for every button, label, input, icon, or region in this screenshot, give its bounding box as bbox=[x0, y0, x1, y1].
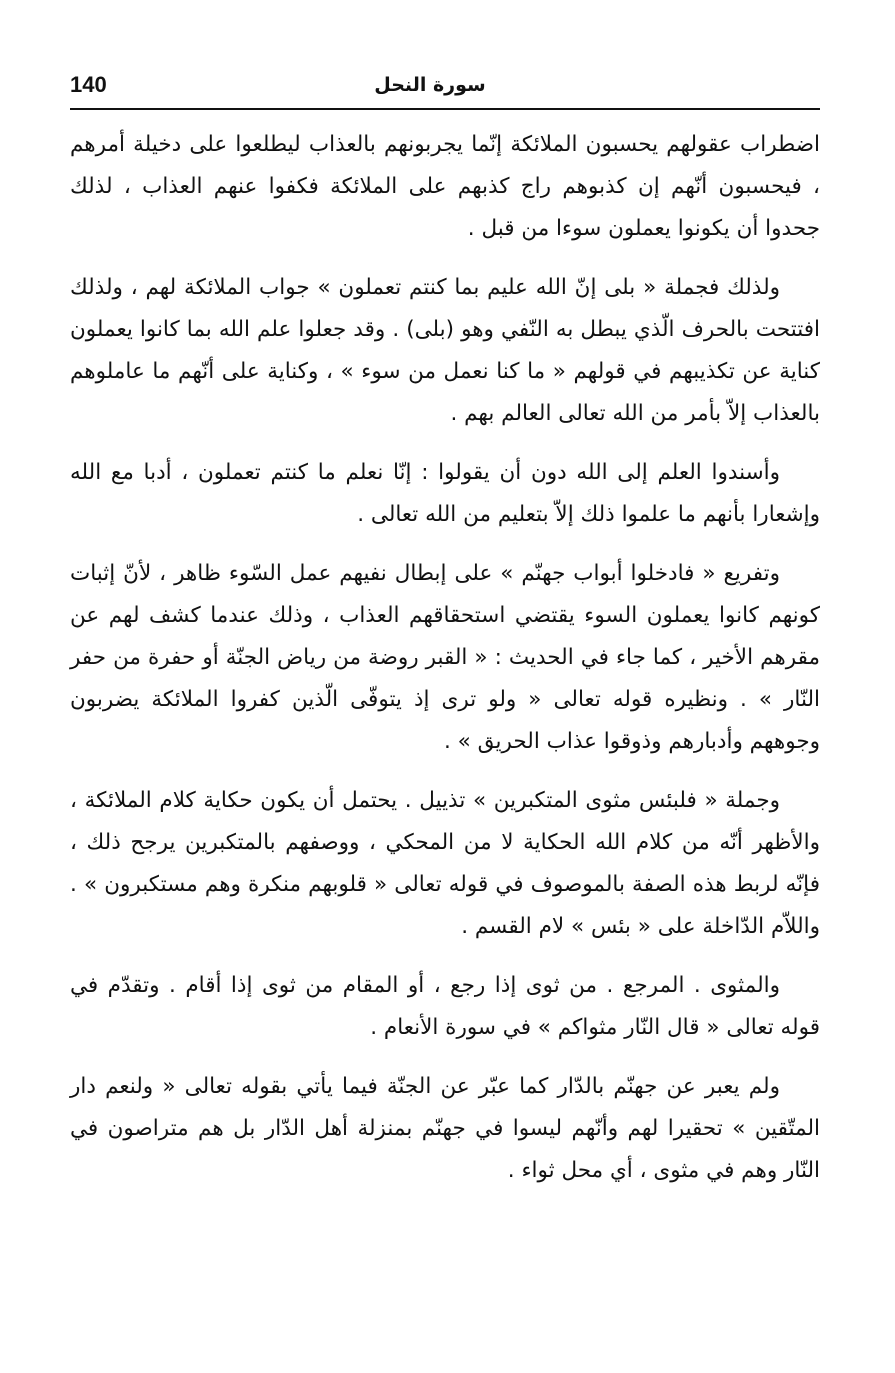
text-body bbox=[70, 124, 820, 1192]
page-number: 140 bbox=[70, 72, 107, 97]
paragraph-1: اضطراب عقولهم يحسبون الملائكة إنّما يجربونهم بالعذاب ليطلعوا على دخيلة أمرهم ، فيحسبون أنّهم إن كذبوهم راج كذبهم على الملائكة فكفوا عنهم العذاب ، لذلك جحدوا أن يكونوا يعملون سوءا من قبل . bbox=[70, 132, 820, 241]
paragraph-3: وأسندوا العلم إلى الله دون أن يقولوا : إنّا نعلم ما كنتم تعملون ، أدبا مع الله وإشعارا بأنهم ما علموا ذلك إلاّ بتعليم من الله تعالى . bbox=[70, 460, 820, 527]
document-page bbox=[70, 70, 820, 1330]
page-header bbox=[70, 70, 820, 110]
paragraph-4: وتفريع « فادخلوا أبواب جهنّم » على إبطال نفيهم عمل السّوء ظاهر ، لأنّ إثبات كونهم كانوا يعملون السوء يقتضي استحقاقهم العذاب ، وذلك عندما كشف لهم عن مقرهم الأخير ، كما جاء في الحديث : « القبر روضة من رياض الجنّة أو حفرة من حفر النّار » . ونظيره قوله تعالى « ولو ترى إذ يتوفّى الّذين كفروا الملائكة يضربون وجوههم وأدبارهم وذوقوا عذاب الحريق » . bbox=[70, 561, 820, 754]
paragraph-2: ولذلك فجملة « بلى إنّ الله عليم بما كنتم تعملون » جواب الملائكة لهم ، ولذلك افتتحت بالحرف الّذي يبطل به النّفي وهو (بلى) . وقد جعلوا علم الله بما كانوا يعملون كناية عن تكذيبهم في قولهم « ما كنا نعمل من سوء » ، وكناية على أنّهم ما عاملوهم بالعذاب إلاّ بأمر من الله تعالى العالم بهم . bbox=[70, 275, 820, 426]
paragraph-5: وجملة « فلبئس مثوى المتكبرين » تذييل . يحتمل أن يكون حكاية كلام الملائكة ، والأظهر أنّه من كلام الله الحكاية لا من المحكي ، ووصفهم بالمتكبرين يرجح ذلك ، فإنّه لربط هذه الصفة بالموصوف في قوله تعالى « قلوبهم منكرة وهم مستكبرون » . واللاّم الدّاخلة على « بئس » لام القسم . bbox=[70, 788, 820, 939]
paragraph-7: ولم يعبر عن جهنّم بالدّار كما عبّر عن الجنّة فيما يأتي بقوله تعالى « ولنعم دار المتّقين » تحقيرا لهم وأنّهم ليسوا في جهنّم بمنزلة أهل الدّار بل هم متراصون في النّار وهم في مثوى ، أي محل ثواء . bbox=[70, 1074, 820, 1183]
paragraph-6: والمثوى . المرجع . من ثوى إذا رجع ، أو المقام من ثوى إذا أقام . وتقدّم في قوله تعالى « قال النّار مثواكم » في سورة الأنعام . bbox=[70, 973, 820, 1040]
surah-title: سورة النحل bbox=[374, 74, 486, 96]
